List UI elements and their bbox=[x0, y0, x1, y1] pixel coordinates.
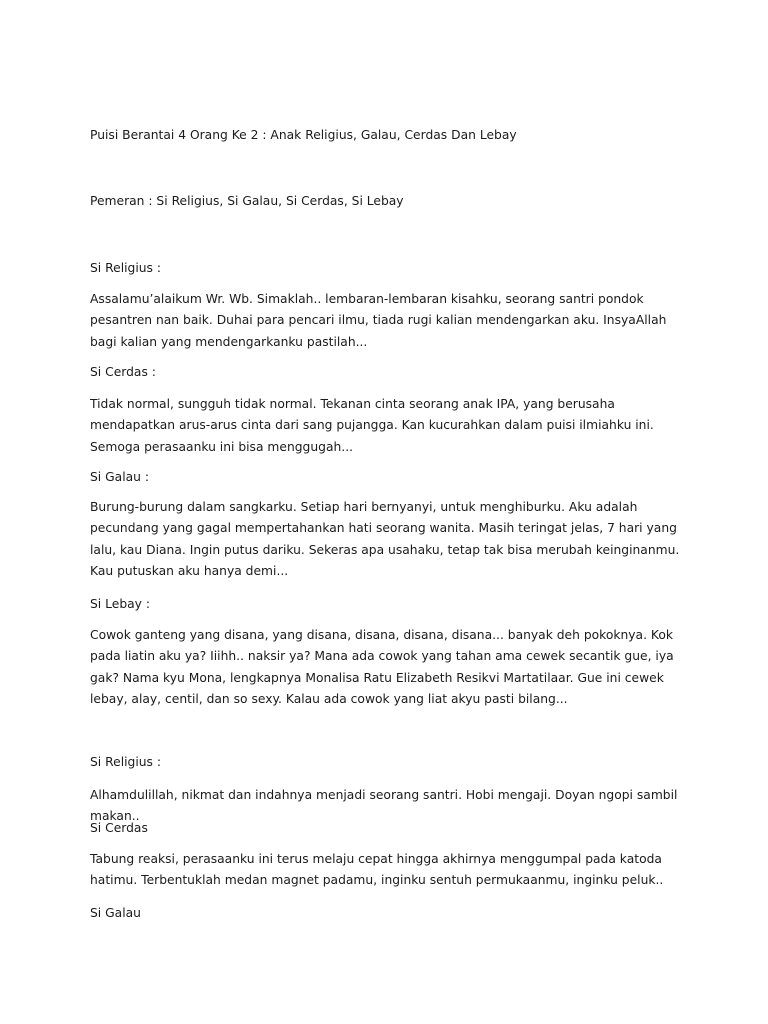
verse-paragraph: Cowok ganteng yang disana, yang disana, disana, disana, disana... banyak deh pokoknya. Kok pada liatin aku ya? Iiihh.. naksir ya? Mana ada cowok yang tahan ama cewek secantik gue, iya gak? Nama kyu Mona, lengkapnya Monalisa Ratu Elizabeth Resikvi Martatilaar. Gue ini cewek lebay, alay, centil, dan so sexy. Kalau ada cowok yang liat akyu pasti bilang... bbox=[90, 628, 674, 707]
speaker-label: Si Cerdas bbox=[90, 821, 148, 835]
speaker-label: Si Galau bbox=[90, 906, 141, 920]
speaker-label: Si Religius : bbox=[90, 261, 161, 275]
verse-paragraph: Assalamu’alaikum Wr. Wb. Simaklah.. lembaran-lembaran kisahku, seorang santri pondok pesantren nan baik. Duhai para pencari ilmu, tiada rugi kalian mendengarkan aku. InsyaAllah bagi kalian yang mendengarkanku pastilah... bbox=[90, 292, 667, 349]
verse-paragraph: Tidak normal, sungguh tidak normal. Tekanan cinta seorang anak IPA, yang berusaha mendapatkan arus-arus cinta dari sang pujangga. Kan kucurahkan dalam puisi ilmiahku ini. Semoga perasaanku ini bisa menggugah... bbox=[90, 397, 654, 454]
speaker-label: Si Religius : bbox=[90, 755, 161, 769]
verse-paragraph: Burung-burung dalam sangkarku. Setiap hari bernyanyi, untuk menghiburku. Aku adalah pecundang yang gagal mempertahankan hati seorang wanita. Masih teringat jelas, 7 hari yang lalu, kau Diana. Ingin putus dariku. Sekeras apa usahaku, tetap tak bisa merubah keinginanmu. Kau putuskan aku hanya demi... bbox=[90, 500, 680, 579]
cast-line: Pemeran : Si Religius, Si Galau, Si Cerdas, Si Lebay bbox=[90, 194, 404, 208]
speaker-label: Si Galau : bbox=[90, 470, 149, 484]
speaker-label: Si Cerdas : bbox=[90, 365, 156, 379]
verse-paragraph: Tabung reaksi, perasaanku ini terus melaju cepat hingga akhirnya menggumpal pada katoda hatimu. Terbentuklah medan magnet padamu, inginku sentuh permukaanmu, inginku peluk.. bbox=[90, 852, 664, 888]
document-title: Puisi Berantai 4 Orang Ke 2 : Anak Religius, Galau, Cerdas Dan Lebay bbox=[90, 128, 517, 142]
verse-paragraph: Alhamdulillah, nikmat dan indahnya menjadi seorang santri. Hobi mengaji. Doyan ngopi sambil makan.. bbox=[90, 788, 678, 824]
speaker-label: Si Lebay : bbox=[90, 597, 151, 611]
